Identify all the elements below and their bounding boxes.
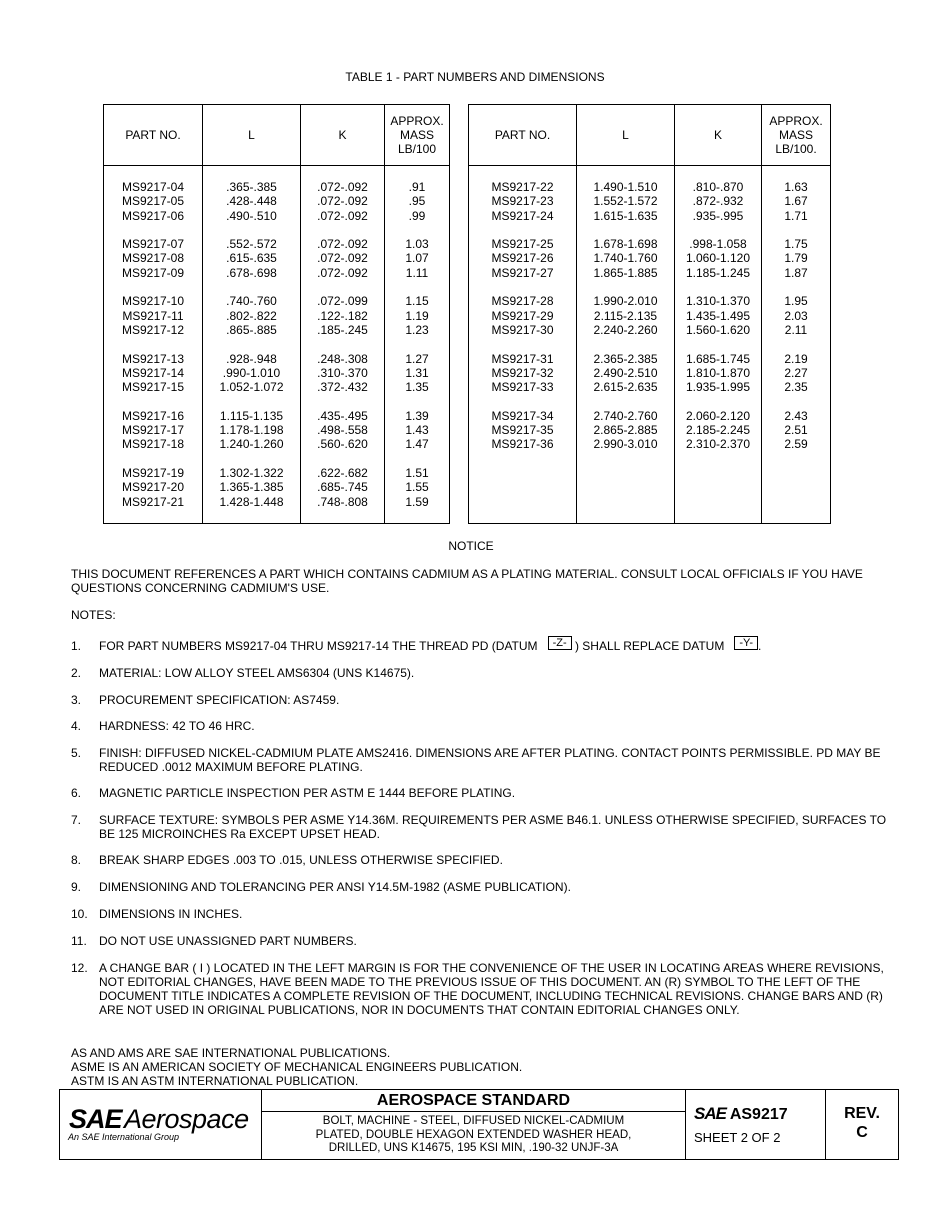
table-cell: 2.865-2.885 [577,423,675,437]
table-cell: 1.678-1.698 [577,223,675,252]
note-text: FOR PART NUMBERS MS9217-04 THRU MS9217-14 THE THREAD PD (DATUM [99,639,538,653]
note-item [71,746,901,774]
table-cell: .072-.092 [301,194,385,208]
table-cell: .372-.432 [301,380,385,394]
datum-y-symbol: -Y- [734,636,758,650]
note-number: 4. [71,719,82,733]
table-cell: 1.560-1.620 [675,323,762,337]
table-cell: MS9217-06 [104,209,203,223]
table-cell: MS9217-35 [469,423,577,437]
part-description [262,1112,685,1156]
table-cell: 1.03 [385,223,450,252]
table-cell: 1.740-1.760 [577,251,675,265]
note-text: BREAK SHARP EDGES .003 TO .015, UNLESS OTHERWISE SPECIFIED. [99,853,503,867]
table-cell: .365-.385 [203,166,301,195]
table-cell: 2.060-2.120 [675,394,762,423]
table-cell: 1.79 [762,251,831,265]
column-header: L [203,105,301,166]
table-row [104,309,450,323]
note-item [71,961,901,1017]
table-cell: 1.865-1.885 [577,266,675,280]
note-number: 12. [71,961,88,975]
table-cell: 1.428-1.448 [203,495,301,509]
note-text: HARDNESS: 42 TO 46 HRC. [99,719,255,733]
note-number: 5. [71,746,82,760]
note-item [71,813,901,841]
sae-logo: SAE [69,1104,122,1134]
note-text: A CHANGE BAR ( I ) LOCATED IN THE LEFT MARGIN IS FOR THE CONVENIENCE OF THE USER IN LOCATING AREAS WHERE REVISIONS, NOT EDITORIAL CHANGES, HAVE BEEN MADE TO THE PREVIOUS ISSUE OF THIS DOCUMENT. AN (R) SYMBOL TO THE LEFT OF THE DOCUMENT TITLE INDICATES A COMPLETE REVISION OF THE DOCUMENT, INCLUDING TECHNICAL REVISIONS. CHANGE BARS AND (R) ARE NOT USED IN ORIGINAL PUBLICATIONS, NOR IN DOCUMENTS THAT CONTAIN EDITORIAL CHANGES ONLY. [99,961,884,1017]
table-row [469,423,831,437]
note-number: 3. [71,693,82,707]
table-cell: MS9217-11 [104,309,203,323]
table-cell: .185-.245 [301,323,385,337]
table-filler-cell [675,452,762,524]
table-cell: MS9217-16 [104,394,203,423]
table-cell: 1.185-1.245 [675,266,762,280]
part-table-right [468,104,831,524]
table-cell: .248-.308 [301,337,385,366]
table-cell: .685-.745 [301,480,385,494]
sheet-number: SHEET 2 OF 2 [694,1130,781,1145]
table-cell: 1.310-1.370 [675,280,762,309]
column-header: APPROX. MASS LB/100 [385,105,450,166]
table-cell: 2.51 [762,423,831,437]
table-row [469,380,831,394]
table-cell: 1.55 [385,480,450,494]
table-filler-cell [301,509,385,524]
table-cell: .872-.932 [675,194,762,208]
table-row [104,194,450,208]
table-row [469,251,831,265]
table-cell: 2.365-2.385 [577,337,675,366]
note-item [71,639,901,654]
table-row [469,280,831,309]
column-header: PART NO. [469,105,577,166]
table-row [104,495,450,509]
logo-cell [60,1090,262,1159]
table-cell: MS9217-09 [104,266,203,280]
table-filler-cell [385,509,450,524]
table-row [104,323,450,337]
table-row [104,380,450,394]
table-cell: 1.15 [385,280,450,309]
table-cell: MS9217-23 [469,194,577,208]
table-cell: MS9217-33 [469,380,577,394]
table-cell: 1.19 [385,309,450,323]
description-line: DRILLED, UNS K14675, 195 KSI MIN, .190-32 UNJF-3A [328,1142,619,1154]
table-cell: .678-.698 [203,266,301,280]
table-cell: 1.23 [385,323,450,337]
table-cell: MS9217-21 [104,495,203,509]
table-cell: .435-.495 [301,394,385,423]
table-row [104,437,450,451]
note-number: 11. [71,934,87,948]
table-cell: .91 [385,166,450,195]
table-row [469,309,831,323]
table-filler-cell [469,452,577,524]
notes-heading: NOTES: [71,608,116,622]
table-row [104,394,450,423]
note-text: MAGNETIC PARTICLE INSPECTION PER ASTM E 1444 BEFORE PLATING. [99,786,516,800]
table-row [469,223,831,252]
aerospace-logo: Aerospace [124,1104,249,1134]
table-cell: 2.03 [762,309,831,323]
table-cell: 1.935-1.995 [675,380,762,394]
note-text: SURFACE TEXTURE: SYMBOLS PER ASME Y14.36M. REQUIREMENTS PER ASME B46.1. UNLESS OTHERWISE SPECIFIED, SURFACES TO BE 125 MICROINCHES Ra EXCEPT UPSET HEAD. [99,813,887,841]
note-number: 2. [71,666,82,680]
note-item [71,934,901,948]
table-cell: 1.35 [385,380,450,394]
table-cell: MS9217-22 [469,166,577,195]
table-cell: .490-.510 [203,209,301,223]
notice-text: THIS DOCUMENT REFERENCES A PART WHICH CONTAINS CADMIUM AS A PLATING MATERIAL. CONSULT LOCAL OFFICIALS IF YOU HAVE QUESTIONS CONCERNING CADMIUM'S USE. [71,567,863,595]
revision-value: C [856,1124,868,1141]
table-filler-cell [203,509,301,524]
table-cell: MS9217-10 [104,280,203,309]
table-cell: 1.59 [385,495,450,509]
note-text: . [758,639,762,653]
table-cell: 1.052-1.072 [203,380,301,394]
table-cell: .072-.092 [301,209,385,223]
table-cell: .072-.092 [301,166,385,195]
column-header: K [301,105,385,166]
table-cell: 1.490-1.510 [577,166,675,195]
table-cell: MS9217-34 [469,394,577,423]
title-cell [262,1090,686,1159]
table-cell: .622-.682 [301,452,385,481]
datum-z-symbol: -Z- [548,636,572,650]
description-line: BOLT, MACHINE - STEEL, DIFFUSED NICKEL-CADMIUM [322,1115,625,1127]
notice-heading: NOTICE [448,539,494,553]
revision-cell [826,1090,898,1159]
table-cell: .990-1.010 [203,366,301,380]
publication-line: ASTM IS AN ASTM INTERNATIONAL PUBLICATION. [71,1074,359,1088]
title-block [59,1089,899,1160]
table-cell: .748-.808 [301,495,385,509]
table-cell: 1.67 [762,194,831,208]
note-text: PROCUREMENT SPECIFICATION: AS7459. [99,693,340,707]
table-cell: 2.240-2.260 [577,323,675,337]
table-cell: MS9217-17 [104,423,203,437]
sae-mark: SAE [694,1104,726,1123]
table-cell: 2.615-2.635 [577,380,675,394]
table-cell: 2.59 [762,437,831,451]
table-title: TABLE 1 - PART NUMBERS AND DIMENSIONS [345,70,605,84]
table-row [469,337,831,366]
table-cell: 2.115-2.135 [577,309,675,323]
table-cell: 1.95 [762,280,831,309]
table-cell: .310-.370 [301,366,385,380]
note-item [71,786,901,800]
logo-subtitle: An SAE International Group [68,1132,180,1142]
table-cell: 1.75 [762,223,831,252]
standard-heading: AEROSPACE STANDARD [262,1090,685,1112]
table-cell: .998-1.058 [675,223,762,252]
table-cell: MS9217-13 [104,337,203,366]
table-cell: MS9217-25 [469,223,577,252]
table-filler-row [469,452,831,524]
table-cell: 2.990-3.010 [577,437,675,451]
table-row [104,209,450,223]
note-number: 8. [71,853,82,867]
table-cell: 1.302-1.322 [203,452,301,481]
table-cell: 1.71 [762,209,831,223]
table-cell: 1.31 [385,366,450,380]
note-text: MATERIAL: LOW ALLOY STEEL AMS6304 (UNS K14675). [99,666,415,680]
description-line: PLATED, DOUBLE HEXAGON EXTENDED WASHER HEAD, [315,1128,632,1141]
table-row [469,323,831,337]
table-cell: 1.115-1.135 [203,394,301,423]
table-cell: .072-.092 [301,223,385,252]
note-number: 6. [71,786,82,800]
document-number: AS9217 [729,1106,788,1123]
table-row [469,166,831,195]
table-cell: 1.07 [385,251,450,265]
table-cell: MS9217-19 [104,452,203,481]
column-header: L [577,105,675,166]
publication-line: ASME IS AN AMERICAN SOCIETY OF MECHANICAL ENGINEERS PUBLICATION. [71,1060,523,1074]
table-row [104,452,450,481]
table-cell: MS9217-24 [469,209,577,223]
table-row [469,394,831,423]
table-cell: MS9217-08 [104,251,203,265]
table-row [104,280,450,309]
table-filler-cell [104,509,203,524]
table-cell: 1.11 [385,266,450,280]
table-cell: .560-.620 [301,437,385,451]
table-cell: .810-.870 [675,166,762,195]
table-cell: .740-.760 [203,280,301,309]
table-cell: 1.51 [385,452,450,481]
table-cell: .072-.099 [301,280,385,309]
table-row [104,166,450,195]
table-cell: 1.685-1.745 [675,337,762,366]
table-filler-cell [762,452,831,524]
table-cell: MS9217-32 [469,366,577,380]
table-cell: MS9217-07 [104,223,203,252]
table-cell: 1.365-1.385 [203,480,301,494]
table-cell: .072-.092 [301,266,385,280]
note-text: ) SHALL REPLACE DATUM [574,639,725,653]
table-cell: 2.185-2.245 [675,423,762,437]
table-cell: MS9217-20 [104,480,203,494]
note-text: FINISH: DIFFUSED NICKEL-CADMIUM PLATE AMS2416. DIMENSIONS ARE AFTER PLATING. CONTACT POINTS PERMISSIBLE. PD MAY BE REDUCED .0012 MAXIMUM BEFORE PLATING. [99,746,881,774]
table-cell: 1.39 [385,394,450,423]
table-filler-row [104,509,450,524]
column-header: K [675,105,762,166]
table-row [469,437,831,451]
table-row [469,194,831,208]
table-cell: MS9217-14 [104,366,203,380]
table-cell: .935-.995 [675,209,762,223]
table-filler-cell [577,452,675,524]
note-number: 1. [71,639,82,653]
table-cell: 2.11 [762,323,831,337]
table-cell: MS9217-05 [104,194,203,208]
note-item [71,693,901,707]
table-row [469,266,831,280]
table-cell: 1.27 [385,337,450,366]
table-cell: 2.27 [762,366,831,380]
table-cell: MS9217-27 [469,266,577,280]
table-row [104,266,450,280]
table-cell: .99 [385,209,450,223]
table-cell: 2.19 [762,337,831,366]
table-cell: 2.43 [762,394,831,423]
table-cell: .95 [385,194,450,208]
table-cell: MS9217-29 [469,309,577,323]
table-cell: .498-.558 [301,423,385,437]
table-cell: 1.060-1.120 [675,251,762,265]
table-cell: 2.310-2.370 [675,437,762,451]
table-cell: .615-.635 [203,251,301,265]
table-cell: 1.87 [762,266,831,280]
table-row [104,480,450,494]
table-cell: .552-.572 [203,223,301,252]
note-item [71,907,901,921]
column-header: APPROX. MASS LB/100. [762,105,831,166]
table-row [104,366,450,380]
table-cell: .802-.822 [203,309,301,323]
document-number-cell [686,1090,826,1159]
table-cell: MS9217-15 [104,380,203,394]
note-item [71,719,901,733]
table-cell: .928-.948 [203,337,301,366]
table-row [104,251,450,265]
table-cell: MS9217-18 [104,437,203,451]
table-row [469,209,831,223]
note-text: DO NOT USE UNASSIGNED PART NUMBERS. [99,934,357,948]
table-row [469,366,831,380]
table-row [104,337,450,366]
table-cell: 1.990-2.010 [577,280,675,309]
table-cell: .122-.182 [301,309,385,323]
part-table-left [103,104,450,524]
table-cell: 1.810-1.870 [675,366,762,380]
table-cell: 2.490-2.510 [577,366,675,380]
table-cell: 1.47 [385,437,450,451]
table-cell: MS9217-28 [469,280,577,309]
column-header: PART NO. [104,105,203,166]
table-cell: MS9217-31 [469,337,577,366]
table-cell: 1.552-1.572 [577,194,675,208]
note-text: DIMENSIONS IN INCHES. [99,907,243,921]
table-cell: MS9217-26 [469,251,577,265]
table-cell: .072-.092 [301,251,385,265]
publication-line: AS AND AMS ARE SAE INTERNATIONAL PUBLICATIONS. [71,1046,391,1060]
table-cell: MS9217-36 [469,437,577,451]
note-number: 9. [71,880,82,894]
table-cell: MS9217-12 [104,323,203,337]
table-cell: .865-.885 [203,323,301,337]
note-item [71,880,901,894]
table-cell: 2.740-2.760 [577,394,675,423]
table-row [104,423,450,437]
table-cell: 1.43 [385,423,450,437]
note-item [71,666,901,680]
table-cell: 1.178-1.198 [203,423,301,437]
table-cell: 1.435-1.495 [675,309,762,323]
table-cell: .428-.448 [203,194,301,208]
table-cell: 1.615-1.635 [577,209,675,223]
table-row [104,223,450,252]
revision-label: REV. [844,1105,880,1122]
table-cell: MS9217-30 [469,323,577,337]
table-cell: MS9217-04 [104,166,203,195]
note-text: DIMENSIONING AND TOLERANCING PER ANSI Y14.5M-1982 (ASME PUBLICATION). [99,880,571,894]
note-item [71,853,901,867]
table-cell: 1.63 [762,166,831,195]
note-number: 10. [71,907,88,921]
note-number: 7. [71,813,82,827]
table-cell: 1.240-1.260 [203,437,301,451]
table-cell: 2.35 [762,380,831,394]
